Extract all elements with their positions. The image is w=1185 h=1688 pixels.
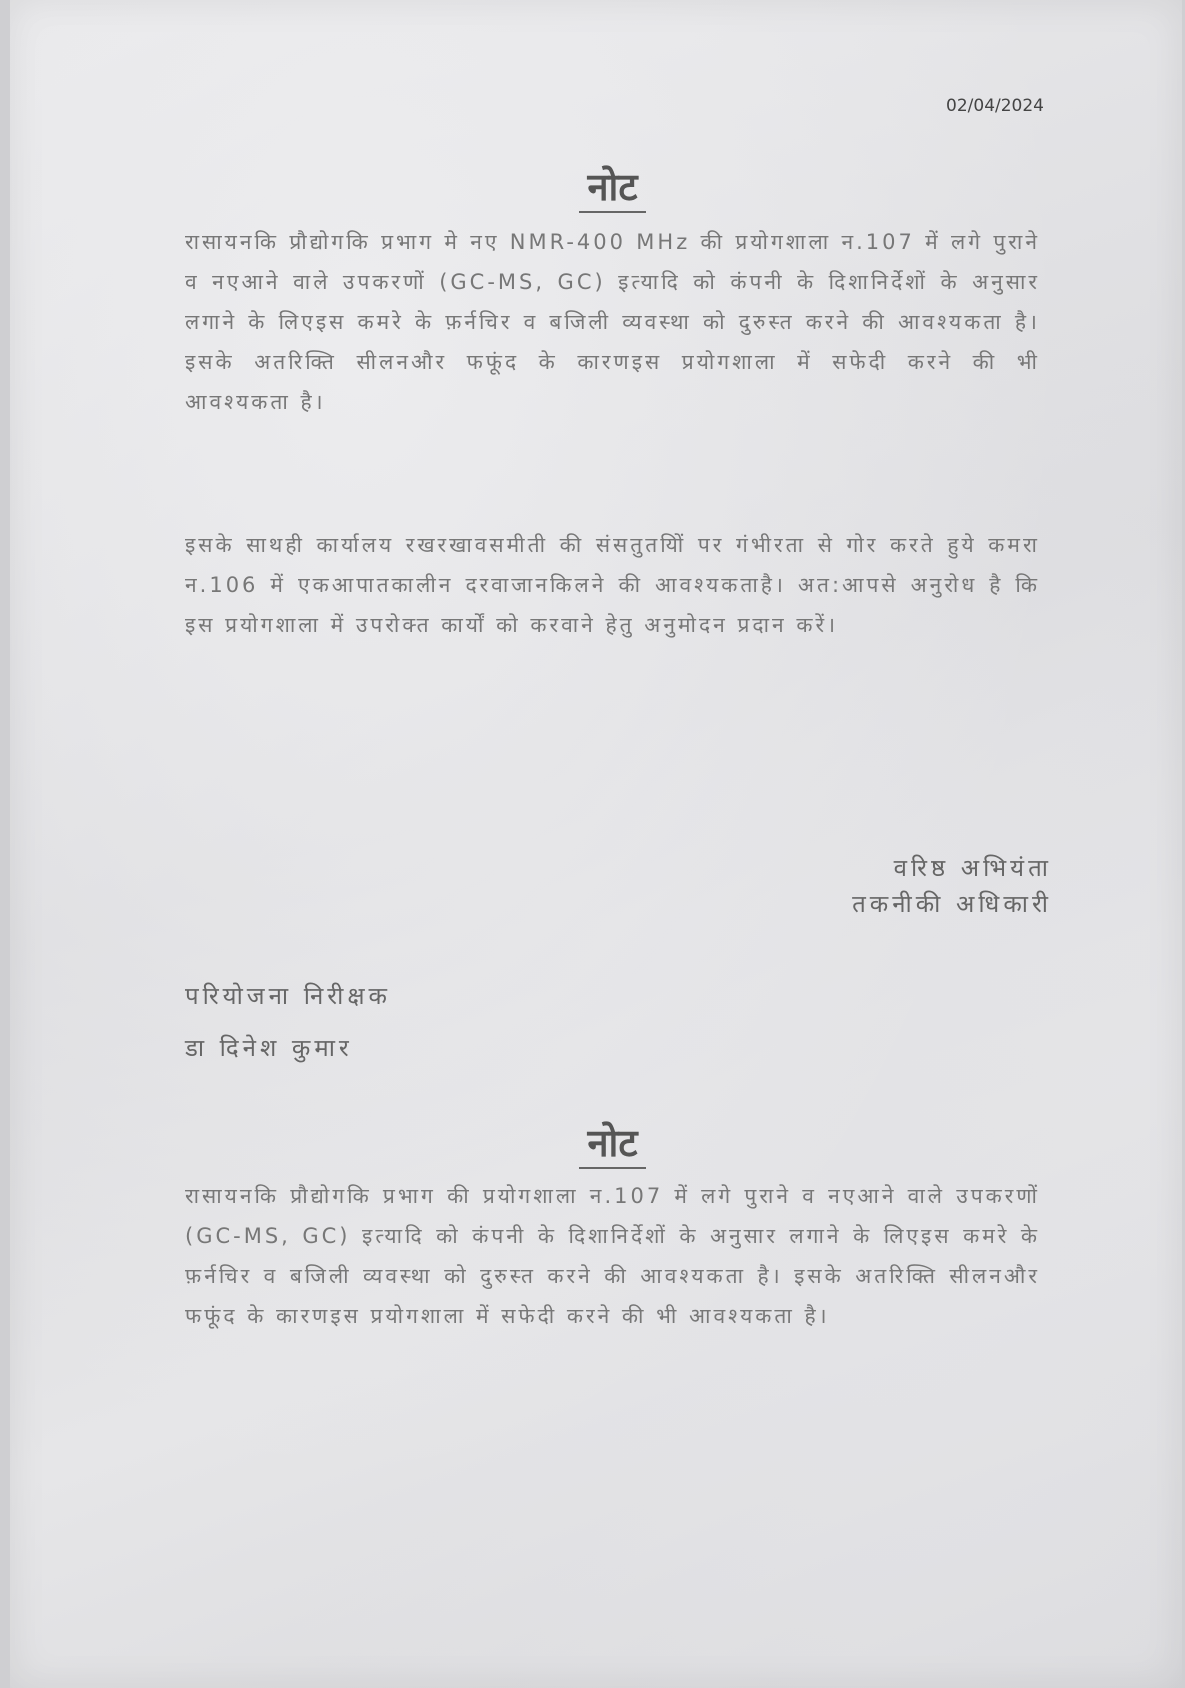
signatory-title: तकनीकी अधिकारी [852, 890, 1052, 918]
document-date: 02/04/2024 [946, 96, 1044, 116]
approver-name: डा दिनेश कुमार [185, 1034, 353, 1062]
signature-block-left [185, 970, 391, 1074]
signatory-designation: वरिष्ठ अभियंता [893, 854, 1052, 882]
note-heading-1 [10, 160, 1185, 212]
signature-block-right [852, 850, 1052, 922]
note-heading-2 [10, 1116, 1185, 1168]
note-1-paragraph-2: इसके साथही कार्यालय रखरखावसमीती की संसतुतयिों पर गंभीरता से गोर करते हुये कमरा न.106 में एकआपातकालीन दरवाजानकिलने की आवश्यकताहै। अत:आपसे अनुरोध है कि इस प्रयोगशाला में उपरोक्त कार्यों को करवाने हेतु अनुमोदन प्रदान करें। [185, 533, 1040, 637]
note-2-paragraph: रासायनकि प्रौद्योगकि प्रभाग की प्रयोगशाला न.107 में लगे पुराने व नएआने वाले उपकरणों (GC-MS, GC) इत्यादि को कंपनी के दिशानिर्देशों के अनुसार लगाने के लिएइस कमरे के फ़र्नचिर व बजिली व्यवस्था को दुरुस्त करने की आवश्यकता है। इसके अतरिक्ति सीलनऔर फफूंद के कारणइस प्रयोगशाला में सफेदी करने की भी आवश्यकता है। [185, 1184, 1040, 1328]
approver-designation: परियोजना निरीक्षक [185, 982, 391, 1010]
paper-sheet [10, 0, 1182, 1688]
note-heading-1-text: नोट [579, 165, 645, 213]
note-heading-2-text: नोट [579, 1121, 645, 1169]
note-1-paragraph-1: रासायनकि प्रौद्योगकि प्रभाग मे नए NMR-400 MHz की प्रयोगशाला न.107 में लगे पुराने व नएआने वाले उपकरणों (GC-MS, GC) इत्यादि को कंपनी के दिशानिर्देशों के अनुसार लगाने के लिएइस कमरे के फ़र्नचिर व बजिली व्यवस्था को दुरुस्त करने की आवश्यकता है। इसके अतरिक्ति सीलनऔर फफूंद के कारणइस प्रयोगशाला में सफेदी करने की भी आवश्यकता है। [185, 230, 1040, 414]
